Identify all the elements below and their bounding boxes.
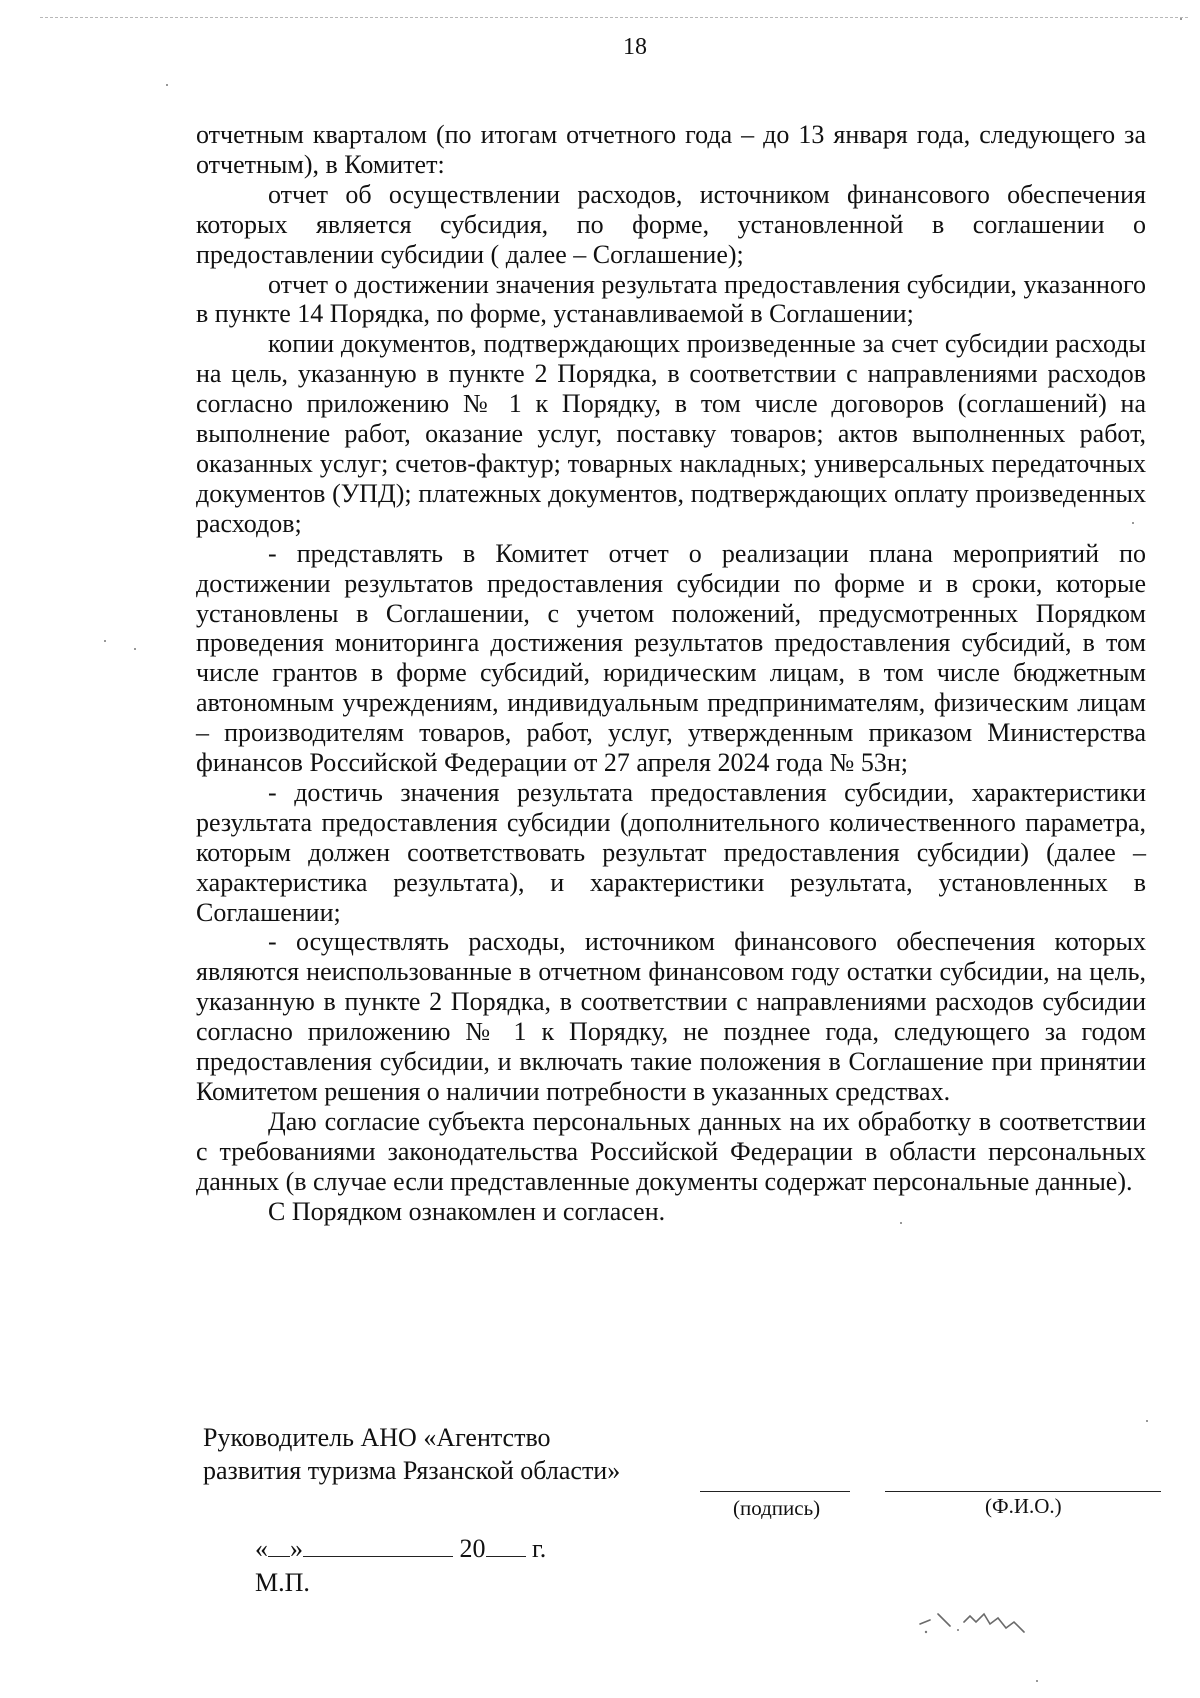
- date-close-quote: »: [290, 1534, 303, 1563]
- stamp-place: М.П.: [255, 1568, 310, 1597]
- scan-speck: [104, 640, 106, 642]
- signatory-position-line1: Руководитель АНО «Агентство: [203, 1423, 551, 1452]
- page-number: 18: [623, 34, 647, 60]
- scan-speck: [1036, 1680, 1038, 1682]
- name-caption: (Ф.И.О.): [985, 1494, 1062, 1518]
- paragraph-monitoring-report: - представлять в Комитет отчет о реализации плана мероприятий по достижении результатов предоставления субсидии по форме и в сроки, которые установлены в Соглашении, с учетом положений, предусмотренных Порядком проведения мониторинга достижения результатов предоставления субсидий, в том числе грантов в форме субсидий, юридическим лицам, в том числе бюджетным автономным учреждениям, индивидуальным предпринимателям, физическим лицам – производителям товаров, работ, услуг, утвержденным приказом Министерства финансов Российской Федерации от 27 апреля 2024 года № 53н;: [196, 538, 1146, 778]
- scan-speck: [1132, 522, 1134, 524]
- signature-caption: (подпись): [733, 1496, 821, 1520]
- paragraph-achieve-result: - достичь значения результата предоставления субсидии, характеристики результата предоставления субсидии (дополнительного количественного параметра, которым должен соответствовать результат предоставления субсидии) (далее – характеристика результата), и характеристики результата, установленных в Соглашении;: [196, 777, 1146, 927]
- scan-speck: [1146, 1420, 1148, 1422]
- document-body: [196, 120, 1146, 1227]
- paragraph-result-report: отчет о достижении значения результата предоставления субсидии, указанного в пункте 14 Порядка, по форме, устанавливаемой в Соглашении;: [196, 269, 1146, 329]
- date-field: [255, 1534, 546, 1564]
- name-line: [885, 1491, 1161, 1492]
- day-blank: [268, 1536, 290, 1557]
- paragraph-document-copies: копии документов, подтверждающих произведенные за счет субсидии расходы на цель, указанную в пункте 2 Порядка, в соответствии с направлениями расходов согласно приложению № 1 к Порядку, в том числе договоров (соглашений) на выполнение работ, оказание услуг, поставку товаров; актов выполненных работ, оказанных услуг; счетов-фактур; товарных накладных; универсальных передаточных документов (УПД); платежных документов, подтверждающих оплату произведенных расходов;: [196, 329, 1146, 538]
- scan-speck: [134, 648, 136, 650]
- month-blank: [303, 1536, 453, 1557]
- paragraph-acknowledgement: С Порядком ознакомлен и согласен.: [268, 1196, 666, 1226]
- scan-speck: [166, 84, 168, 86]
- year-blank: [486, 1536, 526, 1557]
- signatory-position-line2: развития туризма Рязанской области»: [203, 1456, 621, 1485]
- signature-line: [700, 1491, 850, 1492]
- paragraph-continuation: отчетным кварталом (по итогам отчетного года – до 13 января года, следующего за отчетным), в Комитет:: [196, 120, 1146, 179]
- scan-speck: [1180, 18, 1182, 20]
- year-prefix: 20: [459, 1534, 486, 1563]
- date-open-quote: «: [255, 1534, 268, 1563]
- paragraph-expense-report: отчет об осуществлении расходов, источником финансового обеспечения которых является субсидия, по форме, установленной в соглашении о предоставлении субсидии ( далее – Соглашение);: [196, 179, 1146, 269]
- scan-speck: [900, 1222, 902, 1224]
- paragraph-remaining-funds: - осуществлять расходы, источником финансового обеспечения которых являются неиспользованные в отчетном финансовом году остатки субсидии, на цель, указанную в пункте 2 Порядка, в соответствии с направлениями расходов субсидии согласно приложению № 1 к Порядку, не позднее года, следующего за годом предоставления субсидии, и включать такие положения в Соглашение при принятии Комитетом решения о наличии потребности в указанных средствах.: [196, 927, 1146, 1106]
- handwritten-mark: [918, 1602, 1058, 1642]
- scan-top-border: [40, 17, 1188, 18]
- signatory-position: [203, 1421, 620, 1487]
- paragraph-personal-data-consent: Даю согласие субъекта персональных данных на их обработку в соответствии с требованиями законодательства Российской Федерации в области персональных данных (в случае если представленные документы содержат персональные данные).: [196, 1106, 1146, 1196]
- year-suffix: г.: [532, 1534, 547, 1563]
